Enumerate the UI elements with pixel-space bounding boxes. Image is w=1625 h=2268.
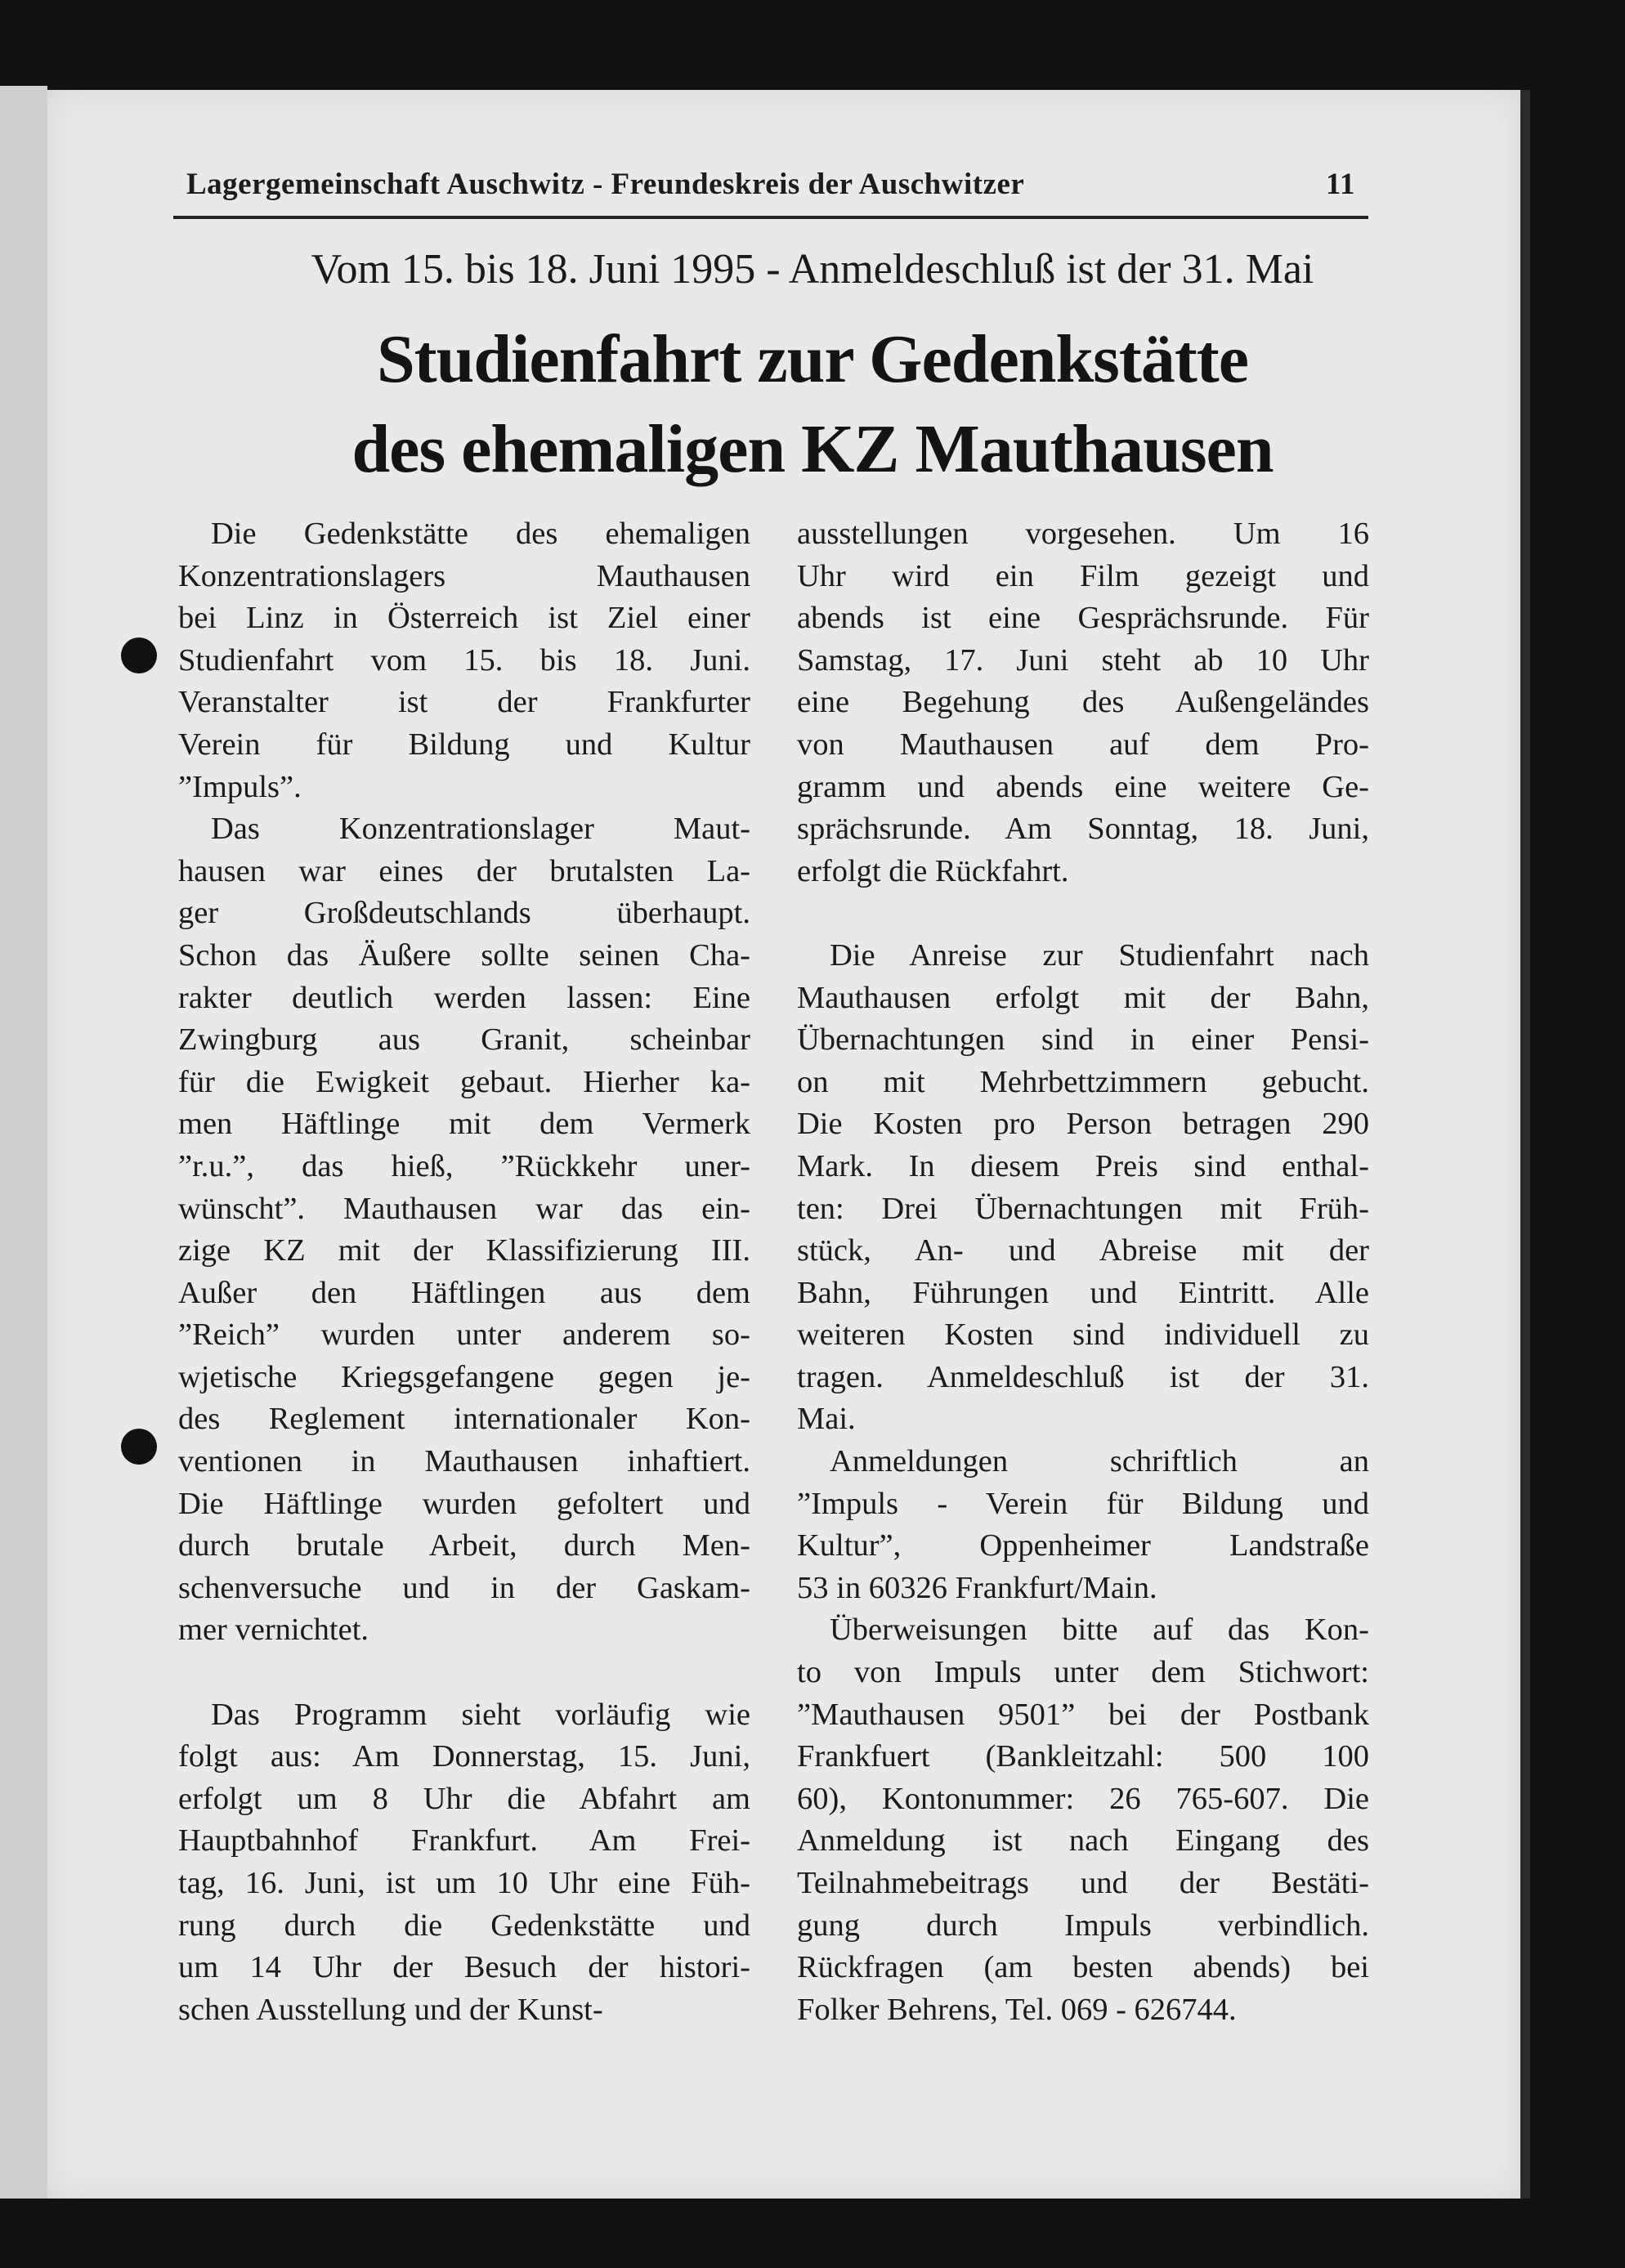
text-line: Das Programm sieht vorläufig wie [211,1697,750,1732]
text-line: Die Kosten pro Person betragen 290 [797,1107,1369,1142]
text-line: Studienfahrt vom 15. bis 18. Juni. [178,642,750,678]
text-line: tag, 16. Juni, ist um 10 Uhr eine Füh- [178,1866,750,1900]
text-line: ”Mauthausen 9501” bei der Postbank [797,1697,1369,1732]
text-line: rakter deutlich werden lassen: Eine [178,980,750,1015]
text-line: ”Reich” wurden unter anderem so- [178,1317,750,1353]
text-line: Frankfuert (Bankleitzahl: 500 100 [797,1739,1369,1774]
text-line: Hauptbahnhof Frankfurt. Am Frei- [178,1823,750,1859]
text-line: Zwingburg aus Granit, scheinbar [178,1022,750,1058]
paragraph-gap [797,892,1369,935]
text-line: Verein für Bildung und Kultur [178,727,750,762]
text-line: erfolgt die Rückfahrt. [797,853,1069,888]
text-line: gung durch Impuls verbindlich. [797,1908,1369,1943]
text-line: 53 in 60326 Frankfurt/Main. [797,1570,1157,1605]
text-line: ventionen in Mauthausen inhaftiert. [178,1444,750,1479]
text-line: rung durch die Gedenkstätte und [178,1908,750,1943]
text-line: Samstag, 17. Juni steht ab 10 Uhr [797,642,1369,678]
text-line: men Häftlinge mit dem Vermerk [178,1107,750,1142]
text-line: schenversuche und in der Gaskam- [178,1570,750,1605]
text-line: Teilnahmebeitrags und der Bestäti- [797,1866,1369,1900]
text-line: durch brutale Arbeit, durch Men- [178,1528,750,1563]
text-line: tragen. Anmeldeschluß ist der 31. [797,1359,1369,1394]
text-line: ausstellungen vorgesehen. Um 16 [797,517,1369,551]
article-column-left [178,513,750,2031]
text-line: Kultur”, Oppenheimer Landstraße [797,1528,1369,1563]
page-number: 11 [1326,168,1355,201]
text-line: Mauthausen erfolgt mit der Bahn, [797,980,1369,1015]
text-line: erfolgt um 8 Uhr die Abfahrt am [178,1781,750,1816]
text-line: weiteren Kosten sind individuell zu [797,1317,1369,1353]
article-column-right [797,513,1369,2031]
text-line: abends ist eine Gesprächsrunde. Für [797,601,1369,636]
text-line: ”Impuls - Verein für Bildung und [797,1486,1369,1521]
header-title: Lagergemeinschaft Auschwitz - Freundeskreis der Auschwitzer [186,168,1025,201]
text-line: Außer den Häftlingen aus dem [178,1275,750,1310]
text-line: stück, An- und Abreise mit der [797,1233,1369,1268]
text-line: Mai. [797,1402,856,1437]
text-line: ten: Drei Übernachtungen mit Früh- [797,1191,1369,1226]
text-line: ”Impuls”. [178,769,302,804]
text-line: sprächsrunde. Am Sonntag, 18. Juni, [797,812,1369,847]
punch-hole-top [121,637,157,673]
text-line: bei Linz in Österreich ist Ziel einer [178,601,750,636]
text-line: folgt aus: Am Donnerstag, 15. Juni, [178,1739,750,1774]
text-line: Übernachtungen sind in einer Pensi- [797,1022,1369,1058]
paragraph-gap [178,1652,750,1694]
text-line: Anmeldungen schriftlich an [830,1444,1369,1479]
text-line: Anmeldung ist nach Eingang des [797,1823,1369,1859]
text-line: Schon das Äußere sollte seinen Cha- [178,937,750,973]
dateline: Vom 15. bis 18. Juni 1995 - Anmeldeschluß ist der 31. Mai [311,246,1314,293]
text-line: on mit Mehrbettzimmern gebucht. [797,1064,1369,1099]
text-line: Folker Behrens, Tel. 069 - 626744. [797,1992,1237,2027]
text-line: zige KZ mit der Klassifizierung III. [178,1233,750,1268]
text-line: wünscht”. Mauthausen war das ein- [178,1191,750,1226]
headline-line: Studienfahrt zur Gedenkstätte [376,321,1249,397]
text-line: Uhr wird ein Film gezeigt und [797,558,1369,593]
text-line: Bahn, Führungen und Eintritt. Alle [797,1275,1369,1310]
punch-hole-bottom [121,1429,157,1465]
text-line: eine Begehung des Außengeländes [797,685,1369,720]
headline-line: des ehemaligen KZ Mauthausen [351,411,1274,487]
text-line: schen Ausstellung und der Kunst- [178,1992,603,2027]
article-headline [0,315,1625,494]
text-line: Die Häftlinge wurden gefoltert und [178,1486,750,1521]
text-line: mer vernichtet. [178,1613,369,1648]
text-line: 60), Kontonummer: 26 765-607. Die [797,1781,1369,1816]
text-line: Rückfragen (am besten abends) bei [797,1950,1369,1985]
text-line: hausen war eines der brutalsten La- [178,853,750,888]
text-line: Konzentrationslagers Mauthausen [178,558,750,593]
text-line: Die Gedenkstätte des ehemaligen [211,517,750,551]
running-header [173,163,1368,219]
text-line: Mark. In diesem Preis sind enthal- [797,1148,1369,1183]
text-line: ”r.u.”, das hieß, ”Rückkehr uner- [178,1148,750,1183]
text-line: Überweisungen bitte auf das Kon- [830,1613,1369,1648]
text-line: des Reglement internationaler Kon- [178,1402,750,1437]
text-line: von Mauthausen auf dem Pro- [797,727,1369,762]
text-line: für die Ewigkeit gebaut. Hierher ka- [178,1064,750,1099]
text-line: ger Großdeutschlands überhaupt. [178,896,750,931]
text-line: to von Impuls unter dem Stichwort: [797,1655,1369,1690]
text-line: Veranstalter ist der Frankfurter [178,685,750,720]
text-line: gramm und abends eine weitere Ge- [797,769,1369,804]
text-line: um 14 Uhr der Besuch der histori- [178,1950,750,1985]
text-line: Die Anreise zur Studienfahrt nach [830,937,1369,973]
text-line: wjetische Kriegsgefangene gegen je- [178,1359,750,1394]
text-line: Das Konzentrationslager Maut- [211,812,750,847]
